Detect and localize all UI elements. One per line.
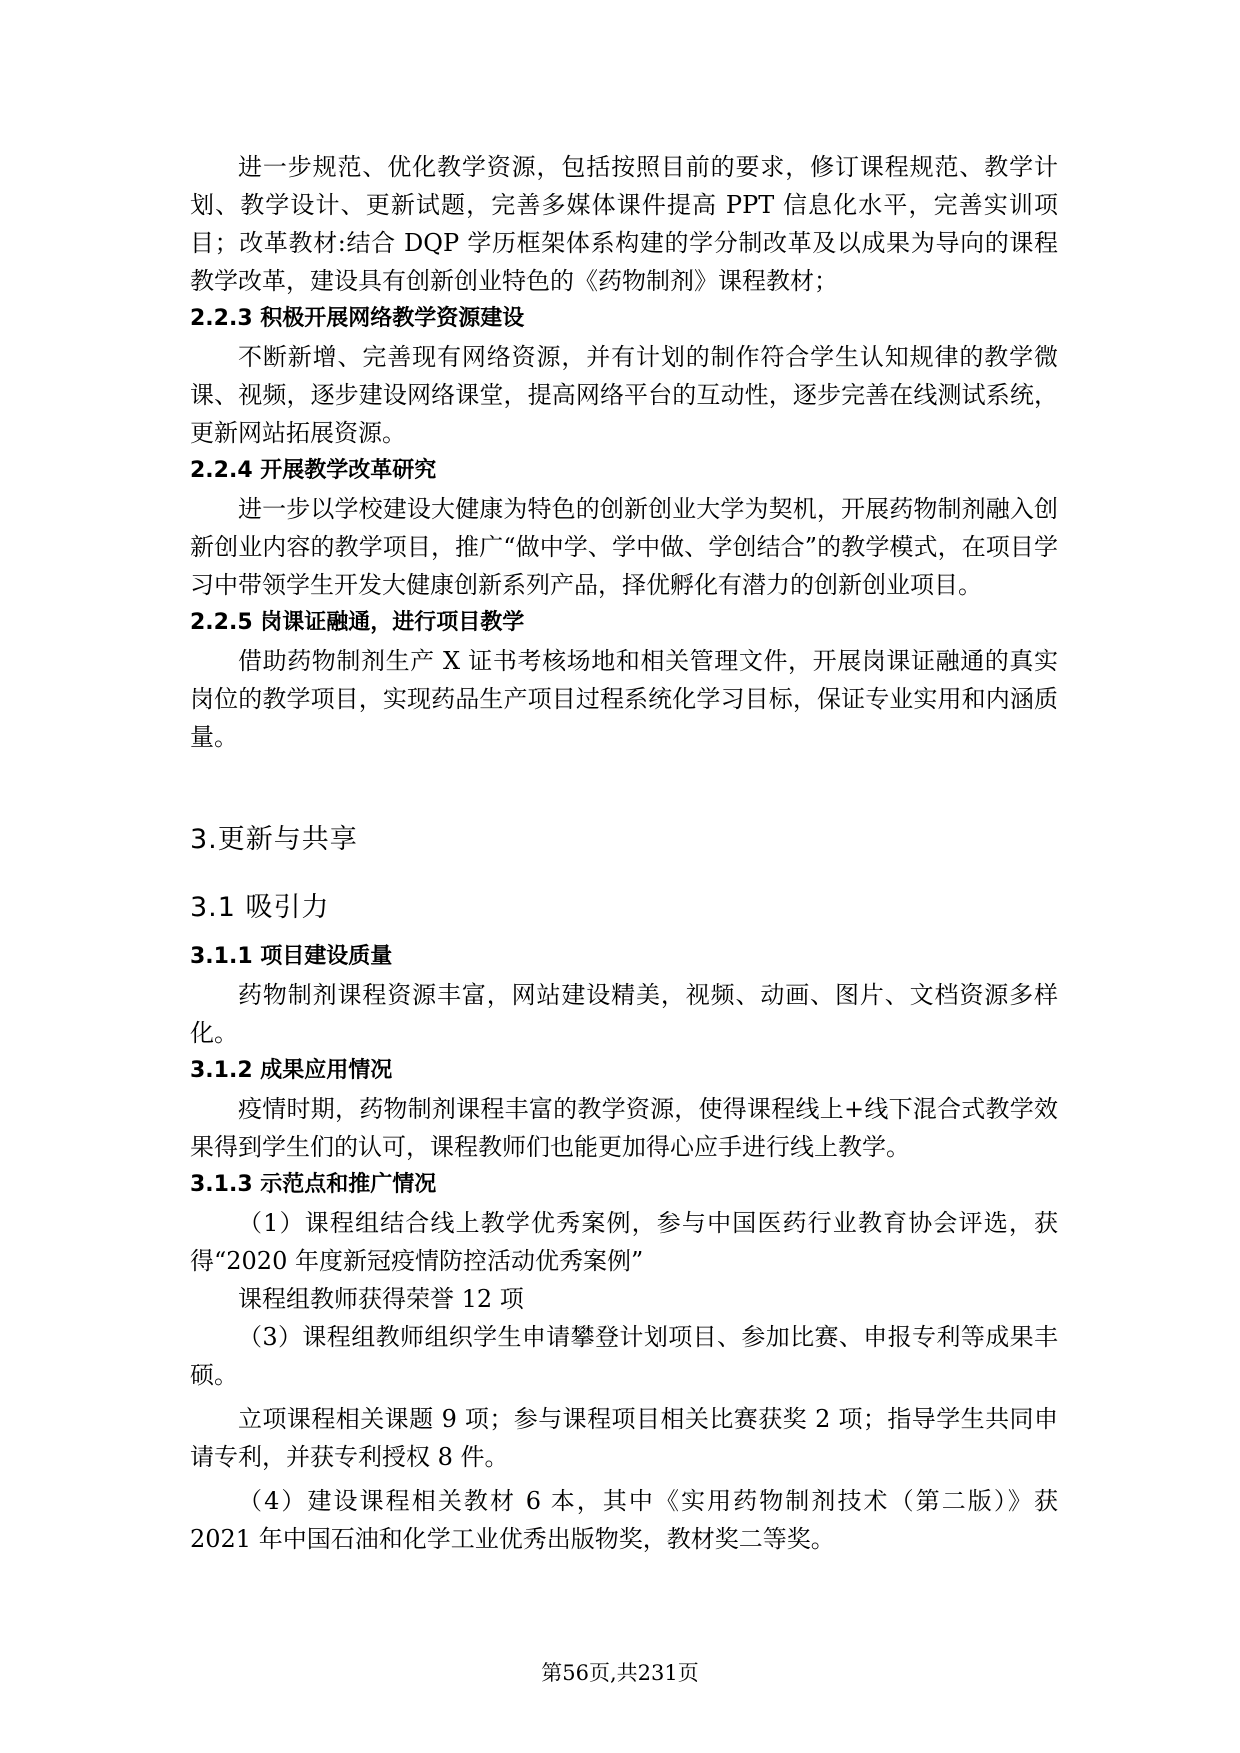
section-3-1-3-item-4: 立项课程相关课题 9 项；参与课程项目相关比赛获奖 2 项；指导学生共同申请专利，并获专利授权 8 件。 bbox=[190, 1405, 1058, 1471]
section-3-1-1-text: 药物制剂课程资源丰富，网站建设精美，视频、动画、图片、文档资源多样化。 bbox=[190, 981, 1058, 1047]
intro-paragraph: 进一步规范、优化教学资源，包括按照目前的要求，修订课程规范、教学计划、教学设计、更新试题，完善多媒体课件提高 PPT 信息化水平，完善实训项目；改革教材:结合 DQP 学历框架体系构建的学分制改革及以成果为导向的课程教学改革，建设具有创新创业特色的《药物制剂》课程教材； bbox=[190, 153, 1058, 295]
section-2-2-5-heading: 2.2.5 岗课证融通，进行项目教学 bbox=[190, 610, 525, 635]
section-2-2-4-text: 进一步以学校建设大健康为特色的创新创业大学为契机，开展药物制剂融入创新创业内容的教学项目，推广“做中学、学中做、学创结合”的教学模式，在项目学习中带领学生开发大健康创新系列产品，择优孵化有潜力的创新创业项目。 bbox=[190, 495, 1058, 599]
section-3-1-2-text: 疫情时期，药物制剂课程丰富的教学资源，使得课程线上+线下混合式教学效果得到学生们的认可，课程教师们也能更加得心应手进行线上教学。 bbox=[190, 1095, 1058, 1161]
section-2-2-3-heading: 2.2.3 积极开展网络教学资源建设 bbox=[190, 306, 525, 331]
section-3-1-3-item-2: 课程组教师获得荣誉 12 项 bbox=[238, 1285, 524, 1313]
document-page bbox=[190, 148, 1058, 1558]
section-3-1-3-item-3: （3）课程组教师组织学生申请攀登计划项目、参加比赛、申报专利等成果丰硕。 bbox=[190, 1323, 1058, 1389]
page-number-footer: 第56页,共231页 bbox=[541, 1661, 699, 1685]
section-3-1-3-item-1: （1）课程组结合线上教学优秀案例，参与中国医药行业教育协会评选，获得“2020 年度新冠疫情防控活动优秀案例” bbox=[190, 1209, 1058, 1275]
section-3-1-1-heading: 3.1.1 项目建设质量 bbox=[190, 944, 393, 969]
section-2-2-3-text: 不断新增、完善现有网络资源，并有计划的制作符合学生认知规律的教学微课、视频，逐步建设网络课堂，提高网络平台的互动性，逐步完善在线测试系统，更新网站拓展资源。 bbox=[190, 343, 1058, 447]
chapter-3-heading: 3.更新与共享 bbox=[190, 824, 358, 855]
section-3-1-3-item-5: （4）建设课程相关教材 6 本，其中《实用药物制剂技术（第二版）》获 2021 年中国石油和化学工业优秀出版物奖，教材奖二等奖。 bbox=[190, 1487, 1058, 1553]
section-2-2-5-text: 借助药物制剂生产 X 证书考核场地和相关管理文件，开展岗课证融通的真实岗位的教学项目，实现药品生产项目过程系统化学习目标，保证专业实用和内涵质量。 bbox=[190, 647, 1058, 751]
section-2-2-4-heading: 2.2.4 开展教学改革研究 bbox=[190, 458, 437, 483]
section-3-1-2-heading: 3.1.2 成果应用情况 bbox=[190, 1058, 393, 1083]
section-3-1-heading: 3.1 吸引力 bbox=[190, 892, 330, 923]
section-3-1-3-heading: 3.1.3 示范点和推广情况 bbox=[190, 1172, 437, 1197]
